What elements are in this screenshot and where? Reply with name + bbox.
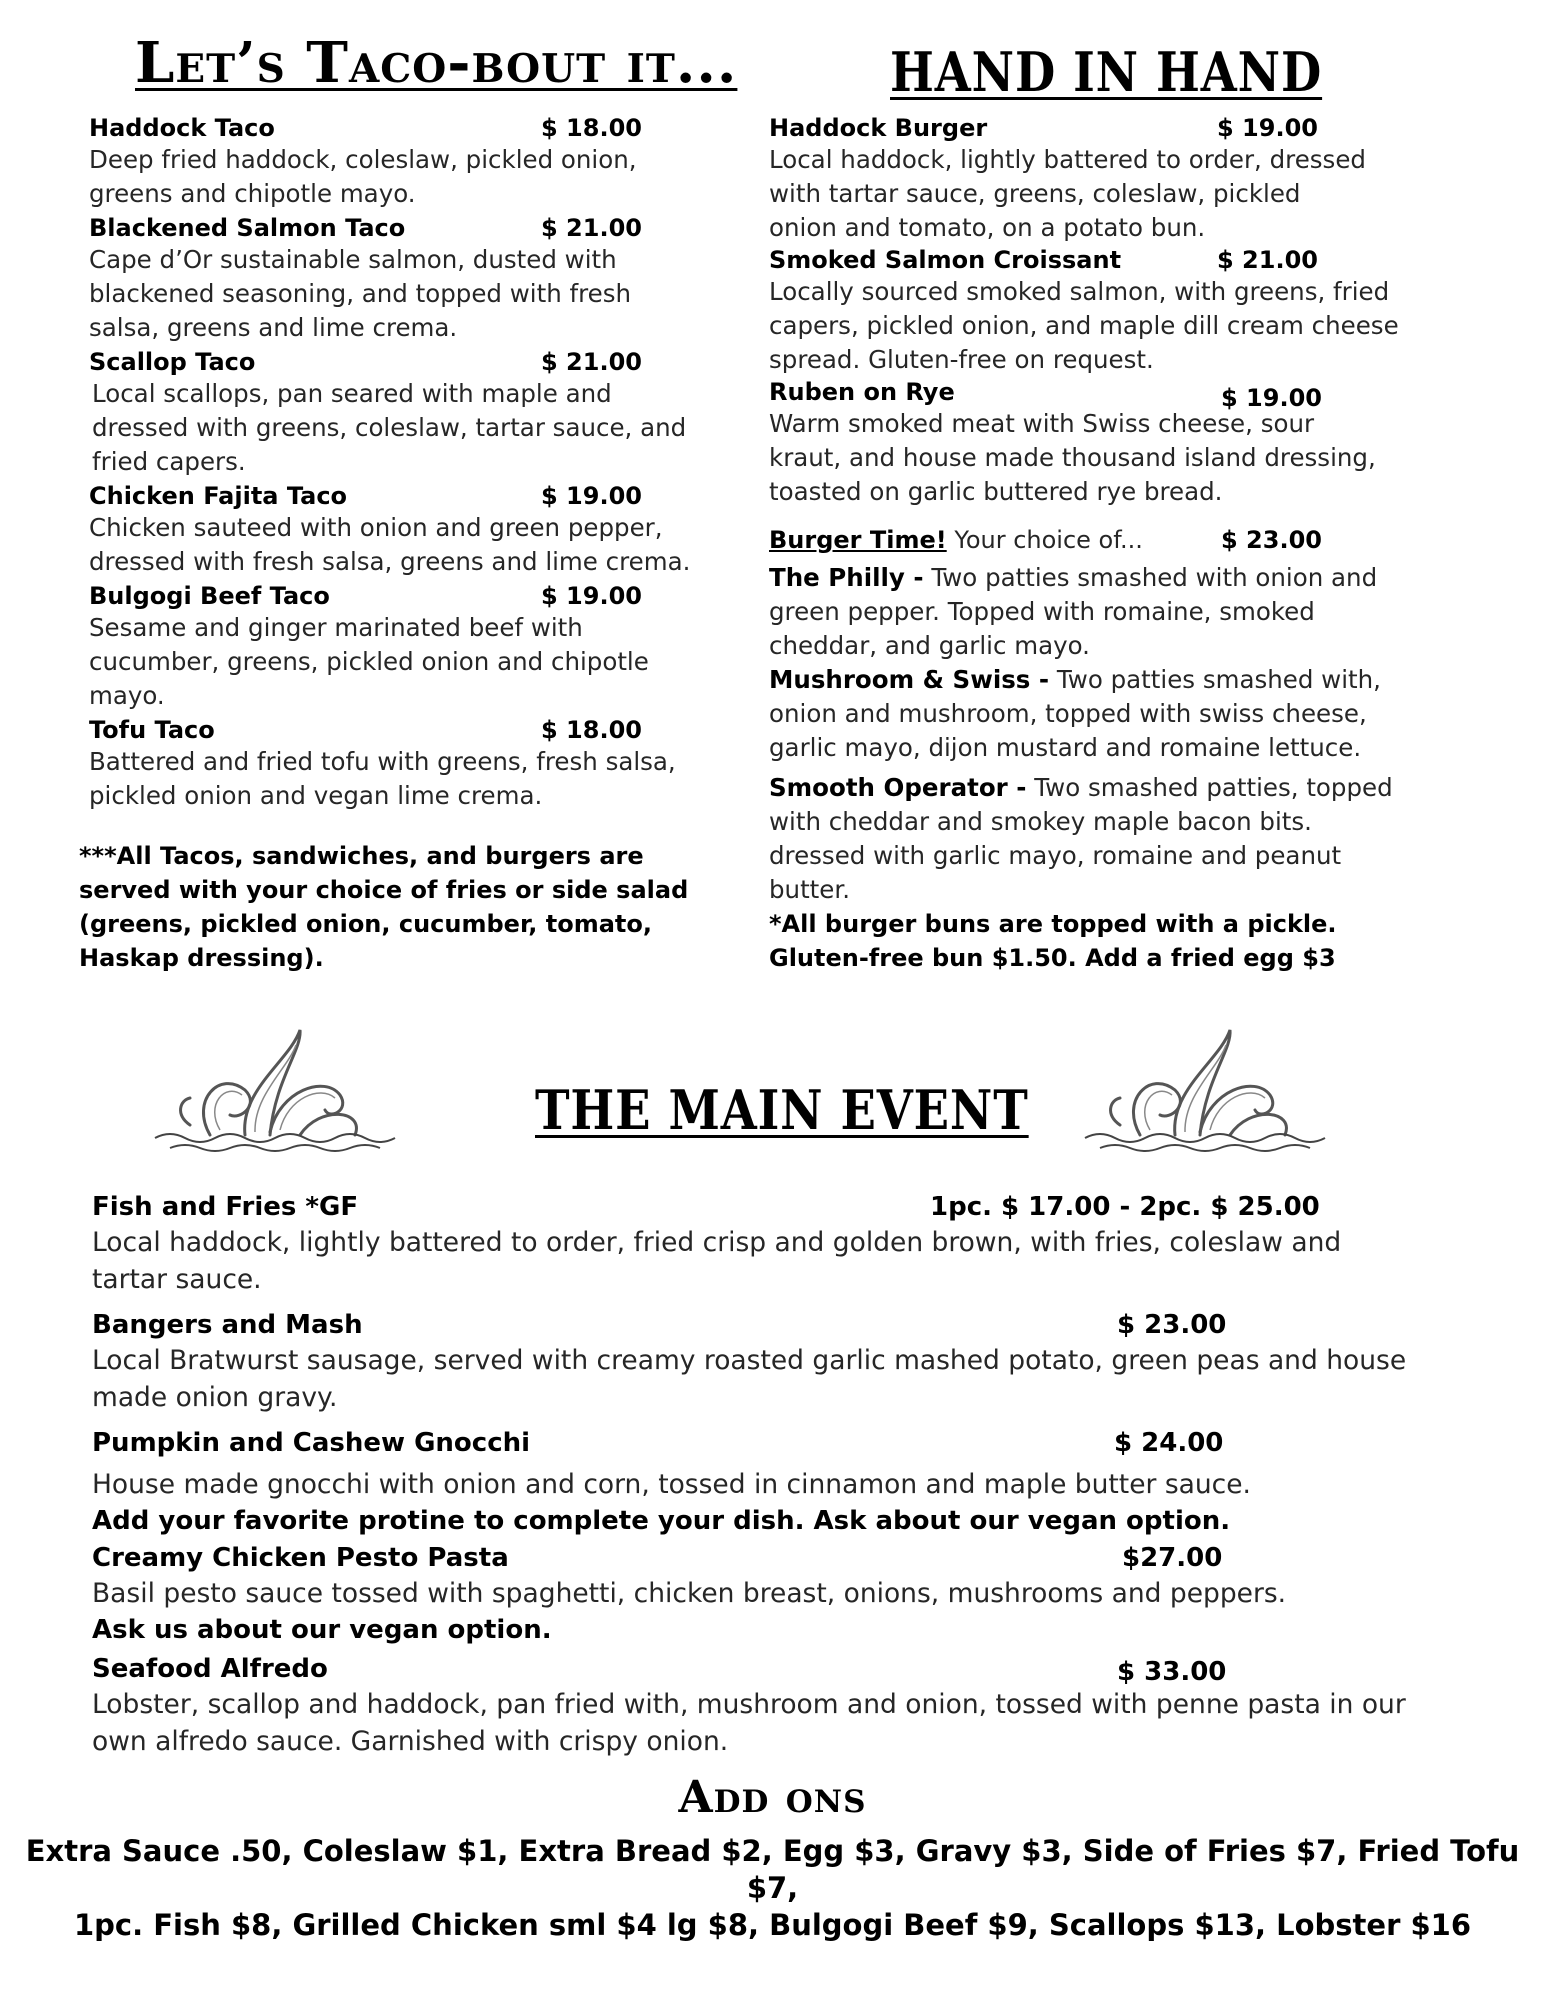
menu-item (89, 581, 729, 713)
item-description: Chicken sauteed with onion and green pepper, dressed with fresh salsa, greens and lime crema. (89, 513, 691, 576)
tentacles-left-illustration (150, 1020, 400, 1160)
item-description: Local scallops, pan seared with maple and dressed with greens, coleslaw, tartar sauce, and fried capers. (92, 379, 687, 476)
add-ons-list (0, 1833, 1545, 1944)
add-ons-line: Extra Sauce .50, Coleslaw $1, Extra Bread $2, Egg $3, Gravy $3, Side of Fries $7, Fried Tofu $7, (25, 1834, 1520, 1905)
item-description: Local haddock, lightly battered to order, fried crisp and golden brown, with fries, coleslaw and tartar sauce. (92, 1227, 1342, 1295)
menu-item (92, 1541, 1472, 1648)
tentacles-right-illustration (1080, 1020, 1330, 1160)
burger-time-price: $ 23.00 (1221, 526, 1322, 554)
burger-note: *All burger buns are topped with a pickle. Gluten-free bun $1.50. Add a fried egg $3 (769, 910, 1337, 972)
hand-in-hand-heading: HAND IN HAND (890, 40, 1323, 104)
item-price: 1pc. $ 17.00 - 2pc. $ 25.00 (930, 1192, 1320, 1222)
menu-item (89, 213, 729, 345)
item-description: Warm smoked meat with Swiss cheese, sour kraut, and house made thousand island dressing, toasted on garlic buttered rye bread. (769, 409, 1376, 506)
item-description: Local haddock, lightly battered to order, dressed with tartar sauce, greens, coleslaw, pickled onion and tomato, on a potato bun. (769, 145, 1366, 242)
item-description: Lobster, scallop and haddock, pan fried with, mushroom and onion, tossed with penne pasta in our own alfredo sauce. Garnished with crispy onion. (92, 1689, 1406, 1757)
main-event-section (92, 1190, 1472, 1760)
item-price: $ 19.00 (1221, 384, 1322, 412)
burger-time-choice: Your choice of... (954, 526, 1143, 554)
item-name: Haddock Taco (89, 114, 275, 142)
item-note: Ask us about our vegan option. (92, 1615, 552, 1645)
burger-option (769, 561, 1389, 663)
item-note: Add your favorite protine to complete your dish. Ask about our vegan option. (92, 1506, 1231, 1536)
menu-item (769, 245, 1409, 377)
item-price: $ 19.00 (541, 582, 642, 610)
item-name: Chicken Fajita Taco (89, 482, 348, 510)
item-name: Creamy Chicken Pesto Pasta (92, 1543, 509, 1573)
item-price: $ 19.00 (541, 482, 642, 510)
main-event-heading: THE MAIN EVENT (535, 1078, 1029, 1142)
item-name: Fish and Fries *GF (92, 1192, 359, 1222)
burger-option-description: Two smashed patties, topped with cheddar and smokey maple bacon bits. dressed with garlic mayo, romaine and peanut butter. (769, 773, 1393, 904)
burger-time-label: Burger Time! (769, 526, 947, 554)
hand-in-hand-section (769, 113, 1409, 975)
menu-item (89, 347, 729, 479)
burger-option-name: The Philly - (769, 563, 924, 592)
add-ons-heading: Add ons (678, 1772, 867, 1823)
item-name: Seafood Alfredo (92, 1654, 328, 1684)
item-description: Cape d’Or sustainable salmon, dusted with blackened seasoning, and topped with fresh salsa, greens and lime crema. (89, 245, 632, 342)
burger-time-header (769, 523, 1409, 557)
item-description: Deep fried haddock, coleslaw, pickled onion, greens and chipotle mayo. (89, 145, 637, 208)
item-description: House made gnocchi with onion and corn, tossed in cinnamon and maple butter sauce. (92, 1469, 1251, 1500)
item-price: $ 24.00 (1114, 1428, 1224, 1458)
menu-item (89, 481, 729, 579)
item-description: Battered and fried tofu with greens, fresh salsa, pickled onion and vegan lime crema. (89, 747, 676, 810)
burger-option (769, 771, 1394, 907)
item-price: $ 23.00 (1117, 1310, 1227, 1340)
menu-item (89, 715, 729, 813)
tacos-heading: Let’s Taco-bout it... (135, 30, 738, 96)
item-name: Bulgogi Beef Taco (89, 582, 330, 610)
item-name: Pumpkin and Cashew Gnocchi (92, 1428, 531, 1458)
add-ons-line: 1pc. Fish $8, Grilled Chicken sml $4 lg $8, Bulgogi Beef $9, Scallops $13, Lobster $16 (73, 1908, 1471, 1942)
burger-option-name: Mushroom & Swiss - (769, 665, 1050, 694)
tacos-section (79, 113, 729, 975)
menu-item (92, 1308, 1472, 1416)
item-name: Smoked Salmon Croissant (769, 246, 1122, 274)
sides-note: ***All Tacos, sandwiches, and burgers are served with your choice of fries or side salad (greens, pickled onion, cucumber, tomato, Haskap dressing). (79, 842, 689, 972)
item-price: $ 18.00 (541, 716, 642, 744)
item-name: Bangers and Mash (92, 1310, 363, 1340)
burger-option-description: Two patties smashed with, onion and mushroom, topped with swiss cheese, garlic mayo, dijon mustard and romaine lettuce. (769, 665, 1381, 762)
item-price: $ 18.00 (541, 114, 642, 142)
menu-item (769, 377, 1409, 509)
menu-item (769, 113, 1409, 245)
item-price: $ 19.00 (1217, 114, 1318, 142)
menu-item (92, 1190, 1472, 1298)
menu-item (92, 1426, 1472, 1539)
item-name: Scallop Taco (89, 348, 256, 376)
item-description: Locally sourced smoked salmon, with greens, fried capers, pickled onion, and maple dill cream cheese spread. Gluten-free on request. (769, 277, 1399, 374)
menu-item (92, 1652, 1472, 1760)
burger-option-description: Two patties smashed with onion and green pepper. Topped with romaine, smoked cheddar, and garlic mayo. (769, 563, 1378, 660)
menu-item (89, 113, 729, 211)
item-price: $ 21.00 (541, 348, 642, 376)
item-name: Haddock Burger (769, 114, 988, 142)
burger-option (769, 663, 1394, 765)
item-price: $ 21.00 (541, 214, 642, 242)
item-price: $ 33.00 (1117, 1657, 1227, 1687)
burger-option-name: Smooth Operator - (769, 773, 1027, 802)
item-price: $ 21.00 (1217, 246, 1318, 274)
item-name: Tofu Taco (89, 716, 215, 744)
item-description: Sesame and ginger marinated beef with cucumber, greens, pickled onion and chipotle mayo. (89, 613, 649, 710)
item-description: Local Bratwurst sausage, served with creamy roasted garlic mashed potato, green peas and house made onion gravy. (92, 1345, 1407, 1413)
item-name: Blackened Salmon Taco (89, 214, 406, 242)
item-price: $27.00 (1122, 1543, 1223, 1573)
item-name: Ruben on Rye (769, 378, 955, 406)
item-description: Basil pesto sauce tossed with spaghetti, chicken breast, onions, mushrooms and peppers. (92, 1578, 1287, 1609)
